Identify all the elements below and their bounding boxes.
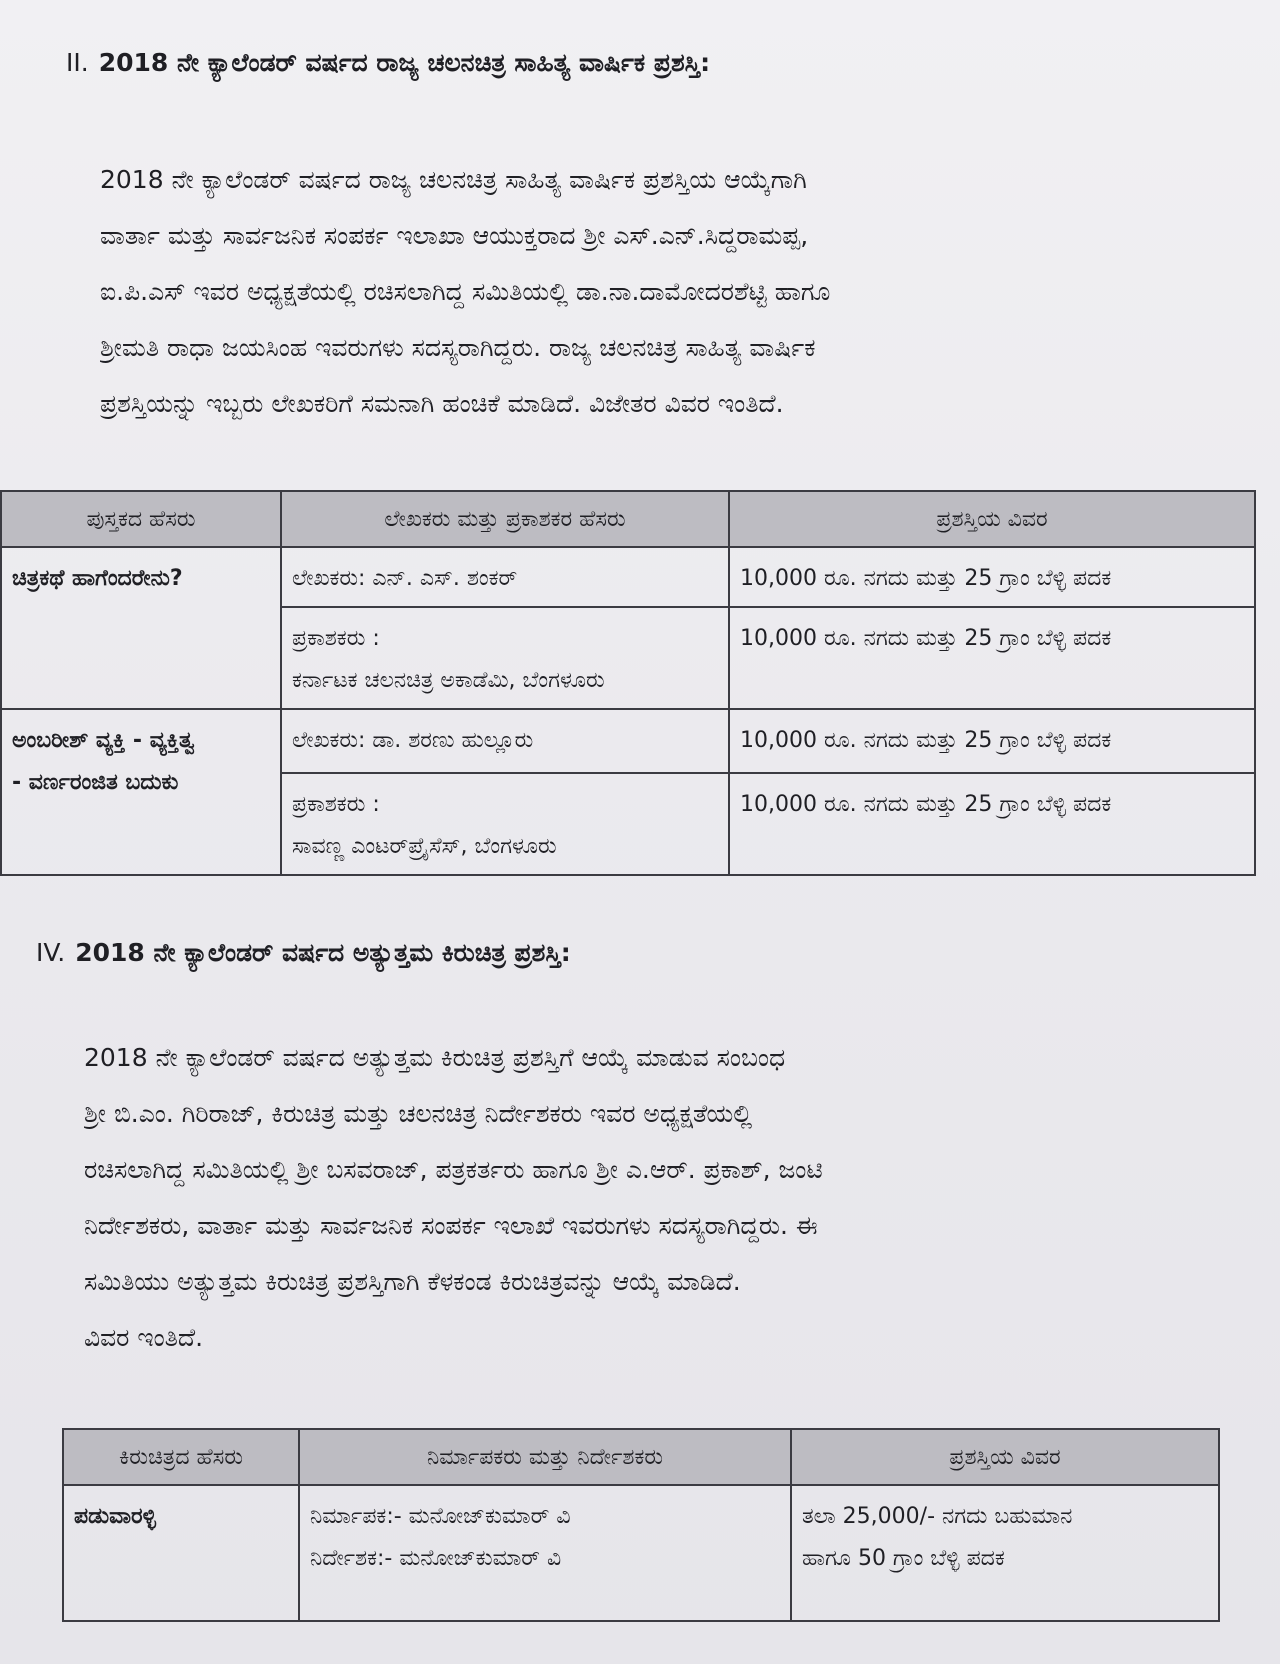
paragraph-line: ಶ್ರೀಮತಿ ರಾಧಾ ಜಯಸಿಂಹ ಇವರುಗಳು ಸದಸ್ಯರಾಗಿದ್ದರು. ರಾಜ್ಯ ಚಲನಚಿತ್ರ ಸಾಹಿತ್ಯ ವಾರ್ಷಿಕ (100, 333, 816, 362)
director-text: ನಿರ್ದೇಶಕ:- ಮನೋಜ್‌ಕುಮಾರ್ ವಿ (310, 1546, 562, 1571)
paragraph-line: ವಿವರ ಇಂತಿದೆ. (84, 1323, 204, 1352)
book-award-table (0, 490, 1256, 876)
author-cell (281, 547, 729, 607)
header-award-details: ಪ್ರಶಸ್ತಿಯ ವಿವರ (791, 1429, 1219, 1485)
award-cell (729, 607, 1255, 709)
section-2-title: 2018 ನೇ ಕ್ಯಾಲೆಂಡರ್ ವರ್ಷದ ರಾಜ್ಯ ಚಲನಚಿತ್ರ ಸಾಹಿತ್ಯ ವಾರ್ಷಿಕ ಪ್ರಶಸ್ತಿ: (98, 48, 711, 77)
section-4-paragraph (84, 1030, 1150, 1366)
table-header-row (1, 491, 1255, 547)
publisher-name: ಕರ್ನಾಟಕ ಚಲನಚಿತ್ರ ಅಕಾಡೆಮಿ, ಬೆಂಗಳೂರು (292, 668, 605, 693)
table-header-row (63, 1429, 1219, 1485)
award-text: ತಲಾ 25,000/- ನಗದು ಬಹುಮಾನ (802, 1504, 1073, 1529)
section-4-title: 2018 ನೇ ಕ್ಯಾಲೆಂಡರ್ ವರ್ಷದ ಅತ್ಯುತ್ತಮ ಕಿರುಚಿತ್ರ ಪ್ರಶಸ್ತಿ: (75, 938, 571, 967)
section-2-number: II. (66, 48, 89, 77)
paragraph-line: 2018 ನೇ ಕ್ಯಾಲೆಂಡರ್ ವರ್ಷದ ಅತ್ಯುತ್ತಮ ಕಿರುಚಿತ್ರ ಪ್ರಶಸ್ತಿಗೆ ಆಯ್ಕೆ ಮಾಡುವ ಸಂಬಂಧ (84, 1043, 786, 1072)
author-text: ಲೇಖಕರು: ಡಾ. ಶರಣು ಹುಲ್ಲೂರು (292, 728, 534, 753)
section-4-number: IV. (36, 938, 66, 967)
section-2-heading (66, 48, 710, 78)
producer-text: ನಿರ್ಮಾಪಕ:- ಮನೋಜ್‌ಕುಮಾರ್ ವಿ (310, 1504, 571, 1529)
award-cell (791, 1485, 1219, 1621)
publisher-cell (281, 607, 729, 709)
header-author-publisher: ಲೇಖಕರು ಮತ್ತು ಪ್ರಕಾಶಕರ ಹೆಸರು (281, 491, 729, 547)
book-title-cell (1, 547, 281, 709)
award-text: 10,000 ರೂ. ನಗದು ಮತ್ತು 25 ಗ್ರಾಂ ಬೆಳ್ಳಿ ಪದಕ (740, 792, 1112, 817)
award-cell (729, 709, 1255, 773)
credits-cell (299, 1485, 791, 1621)
paragraph-line: ನಿರ್ದೇಶಕರು, ವಾರ್ತಾ ಮತ್ತು ಸಾರ್ವಜನಿಕ ಸಂಪರ್ಕ ಇಲಾಖೆ ಇವರುಗಳು ಸದಸ್ಯರಾಗಿದ್ದರು. ಈ (84, 1211, 818, 1240)
paragraph-line: ವಾರ್ತಾ ಮತ್ತು ಸಾರ್ವಜನಿಕ ಸಂಪರ್ಕ ಇಲಾಖಾ ಆಯುಕ್ತರಾದ ಶ್ರೀ ಎಸ್.ಎನ್.ಸಿದ್ದರಾಮಪ್ಪ, (100, 221, 809, 250)
header-producer-director: ನಿರ್ಮಾಪಕರು ಮತ್ತು ನಿರ್ದೇಶಕರು (299, 1429, 791, 1485)
award-text: 10,000 ರೂ. ನಗದು ಮತ್ತು 25 ಗ್ರಾಂ ಬೆಳ್ಳಿ ಪದಕ (740, 626, 1112, 651)
publisher-cell (281, 773, 729, 875)
author-cell (281, 709, 729, 773)
author-text: ಲೇಖಕರು: ಎನ್. ಎಸ್. ಶಂಕರ್ (292, 566, 518, 591)
table-row (1, 709, 1255, 773)
book-title: - ವರ್ಣರಂಜಿತ ಬದುಕು (12, 770, 179, 795)
short-film-award-table (62, 1428, 1220, 1622)
book-title-cell (1, 709, 281, 875)
header-film-name: ಕಿರುಚಿತ್ರದ ಹೆಸರು (63, 1429, 299, 1485)
award-text: 10,000 ರೂ. ನಗದು ಮತ್ತು 25 ಗ್ರಾಂ ಬೆಳ್ಳಿ ಪದಕ (740, 728, 1112, 753)
table-row (63, 1485, 1219, 1621)
publisher-name: ಸಾವಣ್ಣ ಎಂಟರ್‌ಪ್ರೈಸೆಸ್, ಬೆಂಗಳೂರು (292, 834, 557, 859)
publisher-label: ಪ್ರಕಾಶಕರು : (292, 626, 380, 651)
paragraph-line: ಪ್ರಶಸ್ತಿಯನ್ನು ಇಬ್ಬರು ಲೇಖಕರಿಗೆ ಸಮನಾಗಿ ಹಂಚಿಕೆ ಮಾಡಿದೆ. ವಿಜೇತರ ವಿವರ ಇಂತಿದೆ. (100, 389, 784, 418)
film-title-cell (63, 1485, 299, 1621)
header-book-name: ಪುಸ್ತಕದ ಹೆಸರು (1, 491, 281, 547)
table-row (1, 547, 1255, 607)
paragraph-line: ಶ್ರೀ ಬಿ.ಎಂ. ಗಿರಿರಾಜ್, ಕಿರುಚಿತ್ರ ಮತ್ತು ಚಲನಚಿತ್ರ ನಿರ್ದೇಶಕರು ಇವರ ಅಧ್ಯಕ್ಷತೆಯಲ್ಲಿ (84, 1099, 753, 1128)
book-title: ಅಂಬರೀಶ್ ವ್ಯಕ್ತಿ - ವ್ಯಕ್ತಿತ್ವ (12, 728, 195, 753)
section-2-paragraph (100, 152, 1150, 432)
paragraph-line: ಸಮಿತಿಯು ಅತ್ಯುತ್ತಮ ಕಿರುಚಿತ್ರ ಪ್ರಶಸ್ತಿಗಾಗಿ ಕೆಳಕಂಡ ಕಿರುಚಿತ್ರವನ್ನು ಆಯ್ಕೆ ಮಾಡಿದೆ. (84, 1267, 741, 1296)
paragraph-line: 2018 ನೇ ಕ್ಯಾಲೆಂಡರ್ ವರ್ಷದ ರಾಜ್ಯ ಚಲನಚಿತ್ರ ಸಾಹಿತ್ಯ ವಾರ್ಷಿಕ ಪ್ರಶಸ್ತಿಯ ಆಯ್ಕೆಗಾಗಿ (100, 165, 807, 194)
film-title: ಪಡುವಾರಳ್ಳಿ (74, 1504, 157, 1529)
header-award-details: ಪ್ರಶಸ್ತಿಯ ವಿವರ (729, 491, 1255, 547)
paragraph-line: ರಚಿಸಲಾಗಿದ್ದ ಸಮಿತಿಯಲ್ಲಿ ಶ್ರೀ ಬಸವರಾಜ್, ಪತ್ರಕರ್ತರು ಹಾಗೂ ಶ್ರೀ ಎ.ಆರ್. ಪ್ರಕಾಶ್, ಜಂಟಿ (84, 1155, 823, 1184)
award-cell (729, 773, 1255, 875)
award-text: 10,000 ರೂ. ನಗದು ಮತ್ತು 25 ಗ್ರಾಂ ಬೆಳ್ಳಿ ಪದಕ (740, 566, 1112, 591)
section-4-heading (36, 938, 571, 968)
award-text: ಹಾಗೂ 50 ಗ್ರಾಂ ಬೆಳ್ಳಿ ಪದಕ (802, 1546, 1005, 1571)
paragraph-line: ಐ.ಪಿ.ಎಸ್ ಇವರ ಅಧ್ಯಕ್ಷತೆಯಲ್ಲಿ ರಚಿಸಲಾಗಿದ್ದ ಸಮಿತಿಯಲ್ಲಿ ಡಾ.ನಾ.ದಾಮೋದರಶೆಟ್ಟಿ ಹಾಗೂ (100, 277, 831, 306)
book-title: ಚಿತ್ರಕಥೆ ಹಾಗೆಂದರೇನು? (12, 566, 183, 591)
award-cell (729, 547, 1255, 607)
publisher-label: ಪ್ರಕಾಶಕರು : (292, 792, 380, 817)
